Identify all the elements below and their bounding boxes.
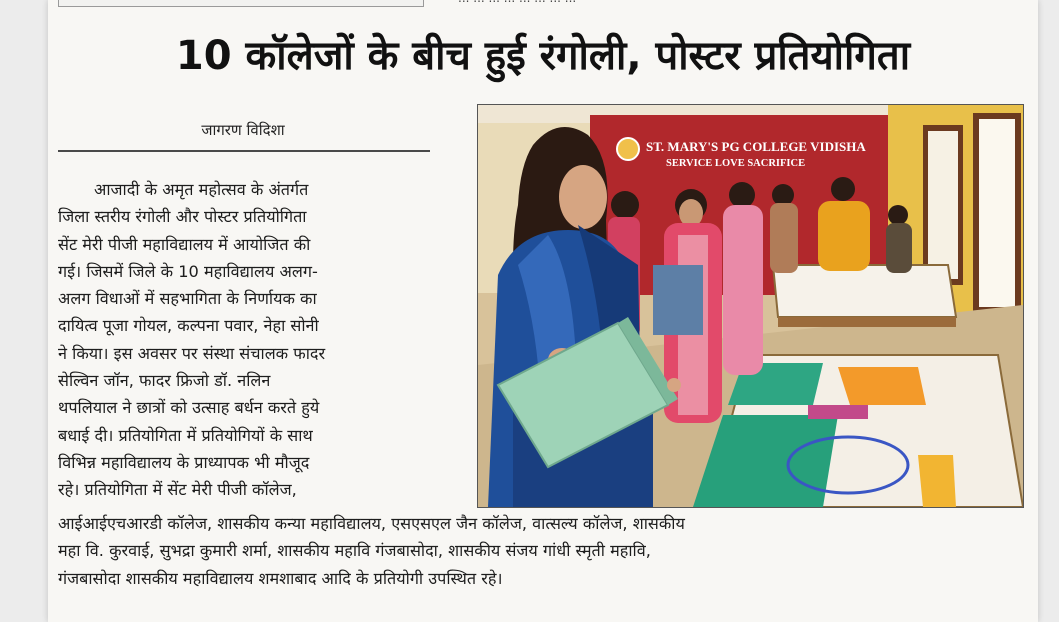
headline: 10 कॉलेजों के बीच हुई रंगोली, पोस्टर प्रतियोगिता [175,33,911,79]
poster-table-back [773,265,956,317]
grey-folder [653,265,703,335]
previous-article-box [58,0,424,7]
newspaper-clipping [48,0,1038,622]
article-full-width-text [58,510,1028,592]
article-line: महा वि. कुरवाई, सुभद्रा कुमारी शर्मा, शासकीय महावि गंजबासोदा, शासकीय संजय गांधी स्मृती महावि, [58,541,651,561]
article-line: सेल्विन जॉन, फादर फ्रिजो डॉ. नलिन [58,371,271,391]
article-line: थपलियाल ने छात्रों को उत्साह बर्धन करते हुये [58,398,320,418]
article-line: बधाई दी। प्रतियोगिता में प्रतियोगियों के साथ [58,425,313,445]
article-line: गई। जिसमें जिले के 10 महाविद्यालय अलग- [58,261,318,281]
article-line: गंजबासोदा शासकीय महाविद्यालय शमशाबाद आदि के प्रतियोगी उपस्थित रहे। [58,568,503,588]
article-line: ने किया। इस अवसर पर संस्था संचालक फादर [58,343,326,363]
event-photo [477,104,1024,508]
college-logo-icon [617,138,639,160]
article-line: जिला स्तरीय रंगोली और पोस्टर प्रतियोगिता [58,207,307,227]
article-line: अलग विधाओं में सहभागिता के निर्णायक का [58,289,317,309]
article-line: दायित्व पूजा गोयल, कल्पना पवार, नेहा सोनी [58,316,319,336]
event-photo-illustration [478,105,1023,507]
previous-article-text [458,0,1028,5]
article-line: विभिन्न महाविद्यालय के प्राध्यापक भी मौजूद [58,452,310,472]
poster-orange [838,367,926,405]
article-line: सेंट मेरी पीजी महाविद्यालय में आयोजित की [58,234,311,254]
byline: जागरण विदिशा [201,121,285,139]
article-column-text [58,176,466,504]
college-sign-text: ST. MARY'S PG COLLEGE VIDISHA [646,139,866,154]
article-line: रहे। प्रतियोगिता में सेंट मेरी पीजी कॉलेज, [58,480,297,500]
article-line: आजादी के अमृत महोत्सव के अंतर्गत [94,180,309,199]
byline-divider [58,150,430,152]
article-line: आईआईएचआरडी कॉलेज, शासकीय कन्या महाविद्यालय, एसएसएल जैन कॉलेज, वात्सल्य कॉलेज, शासकीय [58,514,685,533]
person-face [559,165,607,229]
college-motto-text: SERVICE LOVE SACRIFICE [666,158,806,169]
